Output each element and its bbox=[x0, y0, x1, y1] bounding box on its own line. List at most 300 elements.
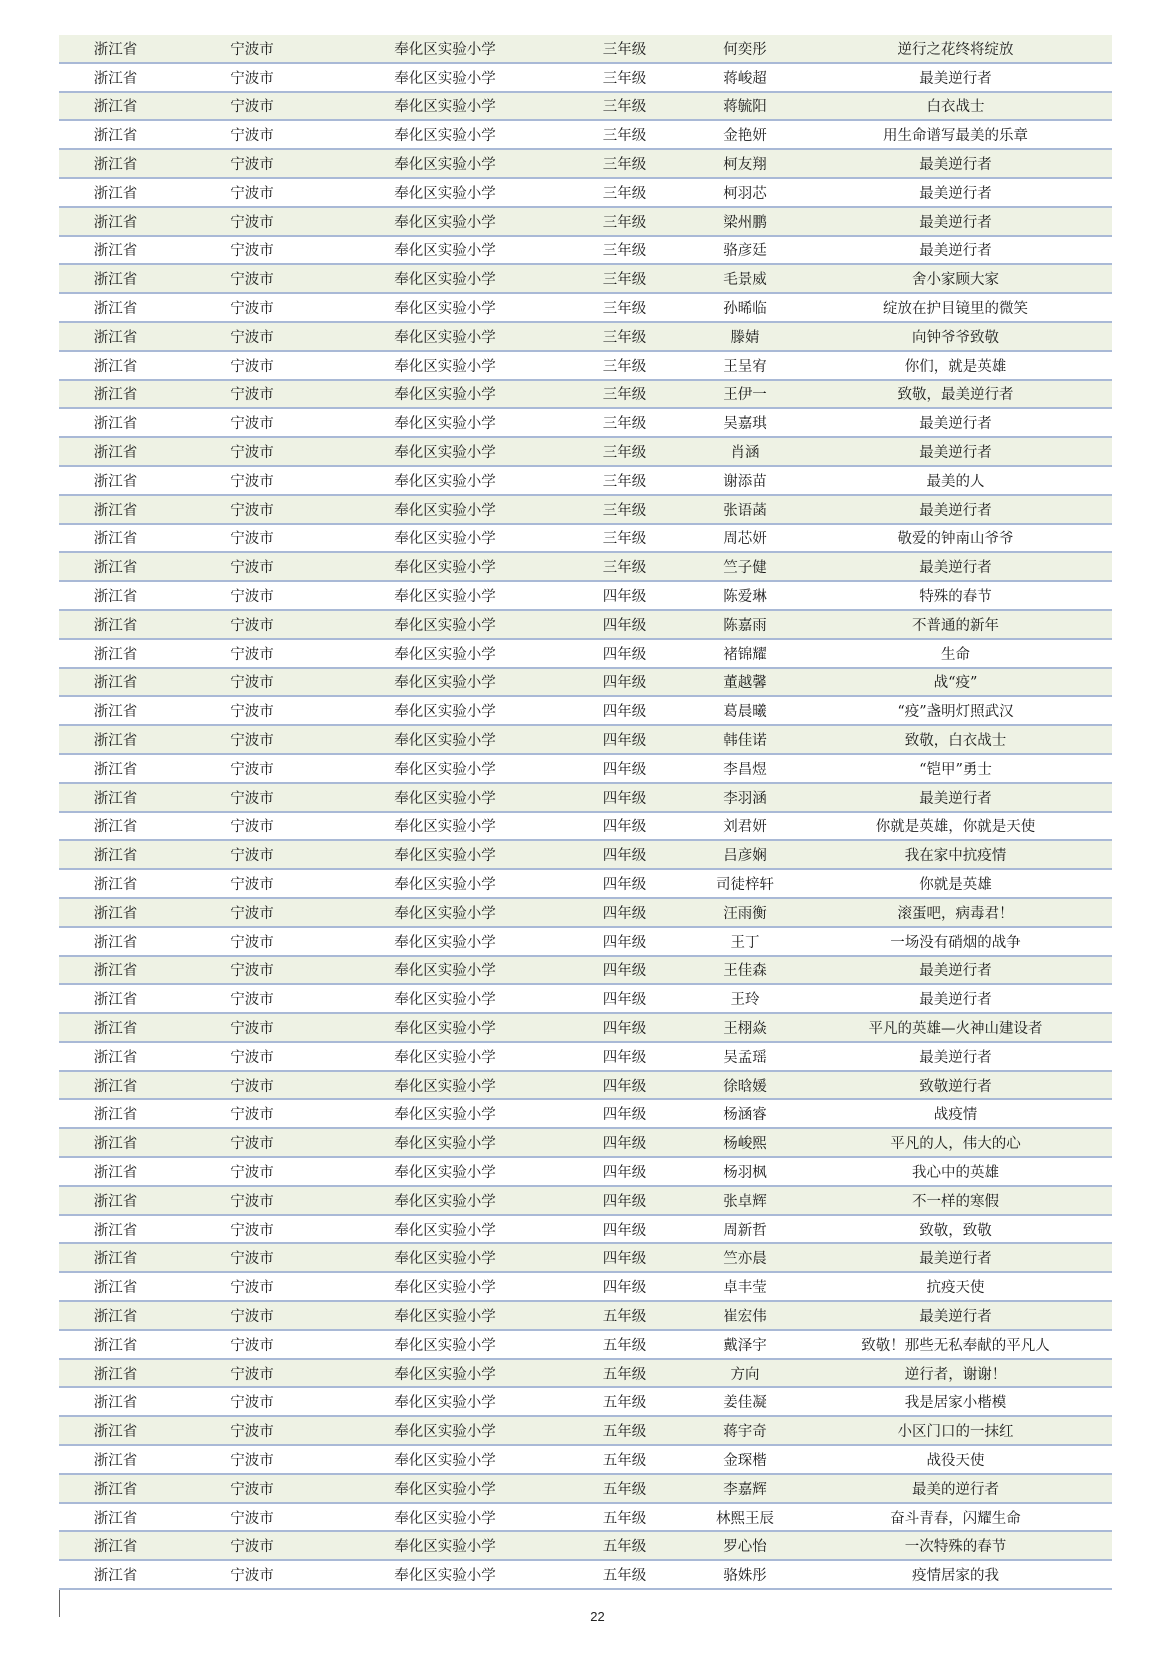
school-cell: 奉化区实验小学 bbox=[394, 157, 496, 174]
school-cell: 奉化区实验小学 bbox=[394, 1395, 496, 1412]
school-cell: 奉化区实验小学 bbox=[394, 1193, 496, 1210]
work-title-cell: 战疫情 bbox=[933, 1107, 978, 1124]
student-name-cell: 卓丰莹 bbox=[723, 1280, 767, 1297]
city-cell: 宁波市 bbox=[230, 502, 274, 519]
city-cell: 宁波市 bbox=[230, 531, 274, 548]
school-cell: 奉化区实验小学 bbox=[394, 646, 496, 663]
province-cell: 浙江省 bbox=[93, 877, 138, 893]
city-cell: 宁波市 bbox=[230, 1337, 274, 1354]
province-cell: 浙江省 bbox=[93, 473, 138, 490]
province-cell: 浙江省 bbox=[93, 99, 138, 116]
grade-cell: 三年级 bbox=[602, 416, 647, 433]
grade-cell: 四年级 bbox=[602, 790, 647, 807]
grade-cell: 三年级 bbox=[602, 214, 647, 231]
city-cell: 宁波市 bbox=[230, 617, 274, 634]
work-title-cell: 最美逆行者 bbox=[919, 992, 992, 1009]
student-name-cell: 李昌煜 bbox=[723, 761, 767, 778]
city-cell: 宁波市 bbox=[230, 272, 274, 289]
city-cell: 宁波市 bbox=[230, 1308, 274, 1325]
province-cell: 浙江省 bbox=[93, 704, 138, 721]
work-title-cell: 最美逆行者 bbox=[919, 1251, 992, 1268]
province-cell: 浙江省 bbox=[93, 1078, 138, 1095]
table-row bbox=[59, 1072, 1112, 1101]
grade-cell: 三年级 bbox=[602, 473, 647, 490]
city-cell: 宁波市 bbox=[230, 1395, 274, 1412]
city-cell: 宁波市 bbox=[230, 243, 274, 260]
province-cell: 浙江省 bbox=[93, 1568, 138, 1585]
school-cell: 奉化区实验小学 bbox=[394, 790, 496, 807]
school-cell: 奉化区实验小学 bbox=[394, 848, 496, 865]
school-cell: 奉化区实验小学 bbox=[394, 1107, 496, 1124]
province-cell: 浙江省 bbox=[93, 329, 138, 346]
grade-cell: 三年级 bbox=[602, 531, 647, 548]
province-cell: 浙江省 bbox=[93, 1395, 138, 1412]
province-cell: 浙江省 bbox=[93, 387, 138, 404]
table-row bbox=[59, 150, 1112, 179]
student-name-cell: 董越馨 bbox=[723, 675, 767, 692]
grade-cell: 三年级 bbox=[602, 157, 647, 174]
grade-cell: 五年级 bbox=[602, 1395, 647, 1412]
work-title-cell: 最美逆行者 bbox=[919, 243, 992, 260]
student-name-cell: 柯友翔 bbox=[723, 157, 767, 174]
student-name-cell: 李嘉辉 bbox=[723, 1481, 767, 1498]
province-cell: 浙江省 bbox=[93, 761, 138, 778]
province-cell: 浙江省 bbox=[93, 272, 138, 289]
province-cell: 浙江省 bbox=[93, 70, 138, 87]
grade-cell: 四年级 bbox=[602, 877, 647, 893]
grade-cell: 三年级 bbox=[602, 99, 647, 116]
city-cell: 宁波市 bbox=[230, 1193, 274, 1210]
city-cell: 宁波市 bbox=[230, 445, 274, 462]
school-cell: 奉化区实验小学 bbox=[394, 387, 496, 404]
school-cell: 奉化区实验小学 bbox=[394, 358, 496, 375]
table-row bbox=[59, 784, 1112, 813]
table-row bbox=[59, 611, 1112, 640]
city-cell: 宁波市 bbox=[230, 560, 274, 577]
province-cell: 浙江省 bbox=[93, 1193, 138, 1210]
table-row bbox=[59, 35, 1112, 64]
student-name-cell: 戴泽宇 bbox=[723, 1337, 767, 1354]
city-cell: 宁波市 bbox=[230, 1452, 274, 1469]
work-title-cell: 最美逆行者 bbox=[919, 157, 992, 174]
grade-cell: 四年级 bbox=[602, 1164, 647, 1181]
province-cell: 浙江省 bbox=[93, 128, 138, 145]
city-cell: 宁波市 bbox=[230, 41, 274, 58]
table-row bbox=[59, 582, 1112, 611]
table-row bbox=[59, 870, 1112, 899]
city-cell: 宁波市 bbox=[230, 128, 274, 145]
school-cell: 奉化区实验小学 bbox=[394, 560, 496, 577]
province-cell: 浙江省 bbox=[93, 1049, 138, 1066]
grade-cell: 三年级 bbox=[602, 301, 647, 318]
work-title-cell: 你就是英雄，你就是天使 bbox=[875, 819, 1036, 836]
school-cell: 奉化区实验小学 bbox=[394, 675, 496, 692]
city-cell: 宁波市 bbox=[230, 1366, 274, 1383]
work-title-cell: 你们，就是英雄 bbox=[904, 358, 1007, 375]
student-name-cell: 罗心怡 bbox=[723, 1539, 767, 1556]
student-name-cell: 骆姝彤 bbox=[723, 1568, 767, 1585]
work-title-cell: 一场没有硝烟的战争 bbox=[890, 934, 1021, 951]
grade-cell: 三年级 bbox=[602, 128, 647, 145]
table-row bbox=[59, 1446, 1112, 1475]
work-title-cell: “铠甲”勇士 bbox=[919, 761, 992, 778]
table-row bbox=[59, 179, 1112, 208]
student-name-cell: 张卓辉 bbox=[723, 1193, 767, 1210]
province-cell: 浙江省 bbox=[93, 445, 138, 462]
table-row bbox=[59, 265, 1112, 294]
work-title-cell: 特殊的春节 bbox=[919, 589, 992, 606]
grade-cell: 五年级 bbox=[602, 1539, 647, 1556]
school-cell: 奉化区实验小学 bbox=[394, 819, 496, 836]
student-name-cell: 滕婧 bbox=[730, 329, 760, 346]
grade-cell: 四年级 bbox=[602, 819, 647, 836]
student-name-cell: 吴嘉琪 bbox=[723, 416, 767, 433]
city-cell: 宁波市 bbox=[230, 1539, 274, 1556]
work-title-cell: 用生命谱写最美的乐章 bbox=[883, 128, 1028, 145]
school-cell: 奉化区实验小学 bbox=[394, 1337, 496, 1354]
student-name-cell: 王玲 bbox=[730, 992, 760, 1009]
school-cell: 奉化区实验小学 bbox=[394, 733, 496, 750]
student-name-cell: 徐晗媛 bbox=[723, 1078, 767, 1095]
school-cell: 奉化区实验小学 bbox=[394, 531, 496, 548]
school-cell: 奉化区实验小学 bbox=[394, 1049, 496, 1066]
work-title-cell: 敬爱的钟南山爷爷 bbox=[897, 531, 1014, 548]
work-title-cell: 最美逆行者 bbox=[919, 70, 992, 87]
table-row bbox=[59, 669, 1112, 698]
city-cell: 宁波市 bbox=[230, 704, 274, 721]
table-row bbox=[59, 726, 1112, 755]
grade-cell: 三年级 bbox=[602, 358, 647, 375]
work-title-cell: 致敬逆行者 bbox=[919, 1078, 992, 1095]
grade-cell: 四年级 bbox=[602, 1280, 647, 1297]
student-name-cell: 孙晞临 bbox=[723, 301, 767, 318]
work-title-cell: “疫”盏明灯照武汉 bbox=[897, 704, 1014, 721]
grade-cell: 四年级 bbox=[602, 934, 647, 951]
school-cell: 奉化区实验小学 bbox=[394, 905, 496, 922]
student-name-cell: 方向 bbox=[730, 1366, 760, 1383]
grade-cell: 四年级 bbox=[602, 733, 647, 750]
province-cell: 浙江省 bbox=[93, 301, 138, 318]
school-cell: 奉化区实验小学 bbox=[394, 617, 496, 634]
grade-cell: 三年级 bbox=[602, 445, 647, 462]
grade-cell: 五年级 bbox=[602, 1481, 647, 1498]
city-cell: 宁波市 bbox=[230, 819, 274, 836]
table-row bbox=[59, 121, 1112, 150]
grade-cell: 五年级 bbox=[602, 1510, 647, 1527]
work-title-cell: 最美的人 bbox=[926, 473, 985, 490]
school-cell: 奉化区实验小学 bbox=[394, 877, 496, 893]
work-title-cell: 不一样的寒假 bbox=[912, 1193, 999, 1210]
student-name-cell: 何奕彤 bbox=[723, 41, 767, 58]
province-cell: 浙江省 bbox=[93, 1452, 138, 1469]
city-cell: 宁波市 bbox=[230, 589, 274, 606]
grade-cell: 五年级 bbox=[602, 1366, 647, 1383]
school-cell: 奉化区实验小学 bbox=[394, 301, 496, 318]
school-cell: 奉化区实验小学 bbox=[394, 589, 496, 606]
city-cell: 宁波市 bbox=[230, 1568, 274, 1585]
student-name-cell: 竺亦晨 bbox=[723, 1251, 767, 1268]
table-row bbox=[59, 841, 1112, 870]
student-name-cell: 陈嘉雨 bbox=[723, 617, 767, 634]
grade-cell: 四年级 bbox=[602, 646, 647, 663]
school-cell: 奉化区实验小学 bbox=[394, 934, 496, 951]
student-name-cell: 周新哲 bbox=[723, 1222, 767, 1239]
student-name-cell: 吕彦娴 bbox=[723, 848, 767, 865]
table-row bbox=[59, 957, 1112, 986]
school-cell: 奉化区实验小学 bbox=[394, 1481, 496, 1498]
work-title-cell: 小区门口的一抹红 bbox=[897, 1424, 1014, 1441]
grade-cell: 四年级 bbox=[602, 617, 647, 634]
student-name-cell: 梁州鹏 bbox=[723, 214, 767, 231]
grade-cell: 三年级 bbox=[602, 560, 647, 577]
city-cell: 宁波市 bbox=[230, 1280, 274, 1297]
student-name-cell: 褚锦耀 bbox=[723, 646, 767, 663]
province-cell: 浙江省 bbox=[93, 1539, 138, 1556]
province-cell: 浙江省 bbox=[93, 1337, 138, 1354]
province-cell: 浙江省 bbox=[93, 790, 138, 807]
school-cell: 奉化区实验小学 bbox=[394, 41, 496, 58]
city-cell: 宁波市 bbox=[230, 1020, 274, 1037]
table-row bbox=[59, 813, 1112, 842]
city-cell: 宁波市 bbox=[230, 1049, 274, 1066]
work-title-cell: 最美的逆行者 bbox=[912, 1481, 999, 1498]
student-name-cell: 毛景威 bbox=[723, 272, 767, 289]
city-cell: 宁波市 bbox=[230, 157, 274, 174]
province-cell: 浙江省 bbox=[93, 416, 138, 433]
table-row bbox=[59, 899, 1112, 928]
student-name-cell: 王佳森 bbox=[723, 963, 767, 980]
province-cell: 浙江省 bbox=[93, 1424, 138, 1441]
school-cell: 奉化区实验小学 bbox=[394, 473, 496, 490]
student-name-cell: 骆彦廷 bbox=[723, 243, 767, 260]
city-cell: 宁波市 bbox=[230, 934, 274, 951]
work-title-cell: 一次特殊的春节 bbox=[904, 1539, 1007, 1556]
province-cell: 浙江省 bbox=[93, 646, 138, 663]
table-row bbox=[59, 438, 1112, 467]
work-title-cell: 战役天使 bbox=[926, 1452, 985, 1469]
school-cell: 奉化区实验小学 bbox=[394, 1251, 496, 1268]
work-title-cell: 白衣战士 bbox=[926, 99, 985, 116]
student-name-cell: 姜佳凝 bbox=[723, 1395, 767, 1412]
student-name-cell: 吴孟瑶 bbox=[723, 1049, 767, 1066]
grade-cell: 四年级 bbox=[602, 992, 647, 1009]
table-row bbox=[59, 1129, 1112, 1158]
work-title-cell: 不普通的新年 bbox=[912, 617, 999, 634]
grade-cell: 四年级 bbox=[602, 1107, 647, 1124]
student-name-cell: 谢添苗 bbox=[723, 473, 767, 490]
work-title-cell: 战“疫” bbox=[933, 675, 978, 692]
work-title-cell: 致敬，白衣战士 bbox=[904, 733, 1007, 750]
city-cell: 宁波市 bbox=[230, 1424, 274, 1441]
table-row bbox=[59, 1273, 1112, 1302]
grade-cell: 三年级 bbox=[602, 185, 647, 202]
grade-cell: 四年级 bbox=[602, 848, 647, 865]
province-cell: 浙江省 bbox=[93, 157, 138, 174]
city-cell: 宁波市 bbox=[230, 646, 274, 663]
province-cell: 浙江省 bbox=[93, 1280, 138, 1297]
table-row bbox=[59, 93, 1112, 122]
school-cell: 奉化区实验小学 bbox=[394, 1424, 496, 1441]
grade-cell: 三年级 bbox=[602, 41, 647, 58]
city-cell: 宁波市 bbox=[230, 1164, 274, 1181]
grade-cell: 四年级 bbox=[602, 1078, 647, 1095]
school-cell: 奉化区实验小学 bbox=[394, 1568, 496, 1585]
work-title-cell: 致敬，最美逆行者 bbox=[897, 387, 1014, 404]
province-cell: 浙江省 bbox=[93, 848, 138, 865]
grade-cell: 三年级 bbox=[602, 272, 647, 289]
table-row bbox=[59, 1360, 1112, 1389]
province-cell: 浙江省 bbox=[93, 675, 138, 692]
table-row bbox=[59, 1187, 1112, 1216]
work-title-cell: 最美逆行者 bbox=[919, 214, 992, 231]
city-cell: 宁波市 bbox=[230, 1222, 274, 1239]
student-name-cell: 司徒梓轩 bbox=[716, 877, 774, 893]
city-cell: 宁波市 bbox=[230, 1078, 274, 1095]
school-cell: 奉化区实验小学 bbox=[394, 1539, 496, 1556]
city-cell: 宁波市 bbox=[230, 905, 274, 922]
city-cell: 宁波市 bbox=[230, 1481, 274, 1498]
student-name-cell: 柯羽芯 bbox=[723, 185, 767, 202]
province-cell: 浙江省 bbox=[93, 589, 138, 606]
province-cell: 浙江省 bbox=[93, 502, 138, 519]
grade-cell: 三年级 bbox=[602, 243, 647, 260]
work-title-cell: 逆行之花终将绽放 bbox=[897, 41, 1014, 58]
awards-table bbox=[59, 35, 1112, 1590]
work-title-cell: 生命 bbox=[941, 646, 970, 663]
grade-cell: 四年级 bbox=[602, 963, 647, 980]
student-name-cell: 杨涵睿 bbox=[723, 1107, 767, 1124]
work-title-cell: 最美逆行者 bbox=[919, 502, 992, 519]
student-name-cell: 王伊一 bbox=[723, 387, 767, 404]
province-cell: 浙江省 bbox=[93, 1481, 138, 1498]
school-cell: 奉化区实验小学 bbox=[394, 1136, 496, 1153]
school-cell: 奉化区实验小学 bbox=[394, 243, 496, 260]
city-cell: 宁波市 bbox=[230, 963, 274, 980]
table-row bbox=[59, 64, 1112, 93]
school-cell: 奉化区实验小学 bbox=[394, 992, 496, 1009]
student-name-cell: 陈爱琳 bbox=[723, 589, 767, 606]
school-cell: 奉化区实验小学 bbox=[394, 128, 496, 145]
province-cell: 浙江省 bbox=[93, 819, 138, 836]
work-title-cell: 我心中的英雄 bbox=[912, 1164, 999, 1181]
work-title-cell: 滚蛋吧，病毒君！ bbox=[897, 905, 1014, 922]
city-cell: 宁波市 bbox=[230, 848, 274, 865]
student-name-cell: 周芯妍 bbox=[723, 531, 767, 548]
grade-cell: 四年级 bbox=[602, 675, 647, 692]
school-cell: 奉化区实验小学 bbox=[394, 272, 496, 289]
student-name-cell: 王呈宥 bbox=[723, 358, 767, 375]
grade-cell: 四年级 bbox=[602, 1222, 647, 1239]
city-cell: 宁波市 bbox=[230, 301, 274, 318]
school-cell: 奉化区实验小学 bbox=[394, 1366, 496, 1383]
table-row bbox=[59, 294, 1112, 323]
grade-cell: 四年级 bbox=[602, 589, 647, 606]
student-name-cell: 蒋峻超 bbox=[723, 70, 767, 87]
grade-cell: 四年级 bbox=[602, 905, 647, 922]
grade-cell: 五年级 bbox=[602, 1308, 647, 1325]
school-cell: 奉化区实验小学 bbox=[394, 1452, 496, 1469]
school-cell: 奉化区实验小学 bbox=[394, 502, 496, 519]
student-name-cell: 韩佳诺 bbox=[723, 733, 767, 750]
school-cell: 奉化区实验小学 bbox=[394, 329, 496, 346]
city-cell: 宁波市 bbox=[230, 99, 274, 116]
school-cell: 奉化区实验小学 bbox=[394, 70, 496, 87]
student-name-cell: 刘君妍 bbox=[723, 819, 767, 836]
province-cell: 浙江省 bbox=[93, 963, 138, 980]
table-row bbox=[59, 928, 1112, 957]
city-cell: 宁波市 bbox=[230, 675, 274, 692]
grade-cell: 三年级 bbox=[602, 329, 647, 346]
province-cell: 浙江省 bbox=[93, 41, 138, 58]
work-title-cell: 你就是英雄 bbox=[919, 877, 992, 893]
student-name-cell: 金琛楷 bbox=[723, 1452, 767, 1469]
student-name-cell: 葛晨曦 bbox=[723, 704, 767, 721]
province-cell: 浙江省 bbox=[93, 1136, 138, 1153]
table-row bbox=[59, 409, 1112, 438]
table-row bbox=[59, 496, 1112, 525]
city-cell: 宁波市 bbox=[230, 1136, 274, 1153]
work-title-cell: 最美逆行者 bbox=[919, 445, 992, 462]
work-title-cell: 平凡的人，伟大的心 bbox=[890, 1136, 1021, 1153]
school-cell: 奉化区实验小学 bbox=[394, 99, 496, 116]
grade-cell: 四年级 bbox=[602, 1049, 647, 1066]
work-title-cell: 舍小家顾大家 bbox=[912, 272, 999, 289]
city-cell: 宁波市 bbox=[230, 70, 274, 87]
student-name-cell: 蒋毓阳 bbox=[723, 99, 767, 116]
school-cell: 奉化区实验小学 bbox=[394, 445, 496, 462]
table-row bbox=[59, 1417, 1112, 1446]
table-row bbox=[59, 525, 1112, 554]
work-title-cell: 疫情居家的我 bbox=[912, 1568, 999, 1585]
table-row bbox=[59, 1244, 1112, 1273]
grade-cell: 五年级 bbox=[602, 1452, 647, 1469]
table-row bbox=[59, 1302, 1112, 1331]
table-row bbox=[59, 1475, 1112, 1504]
school-cell: 奉化区实验小学 bbox=[394, 1308, 496, 1325]
grade-cell: 三年级 bbox=[602, 502, 647, 519]
grade-cell: 五年级 bbox=[602, 1337, 647, 1354]
table-row bbox=[59, 237, 1112, 266]
table-row bbox=[59, 381, 1112, 410]
city-cell: 宁波市 bbox=[230, 214, 274, 231]
city-cell: 宁波市 bbox=[230, 877, 274, 893]
school-cell: 奉化区实验小学 bbox=[394, 704, 496, 721]
city-cell: 宁波市 bbox=[230, 1251, 274, 1268]
page-number: 22 bbox=[590, 1609, 605, 1624]
province-cell: 浙江省 bbox=[93, 214, 138, 231]
table-row bbox=[59, 1043, 1112, 1072]
school-cell: 奉化区实验小学 bbox=[394, 1510, 496, 1527]
table-row bbox=[59, 1158, 1112, 1187]
grade-cell: 三年级 bbox=[602, 387, 647, 404]
grade-cell: 五年级 bbox=[602, 1424, 647, 1441]
grade-cell: 四年级 bbox=[602, 1193, 647, 1210]
work-title-cell: 向钟爷爷致敬 bbox=[912, 329, 999, 346]
province-cell: 浙江省 bbox=[93, 560, 138, 577]
student-name-cell: 王丁 bbox=[730, 934, 760, 951]
table-row bbox=[59, 323, 1112, 352]
grade-cell: 四年级 bbox=[602, 704, 647, 721]
table-row bbox=[59, 553, 1112, 582]
city-cell: 宁波市 bbox=[230, 358, 274, 375]
province-cell: 浙江省 bbox=[93, 1222, 138, 1239]
grade-cell: 四年级 bbox=[602, 1136, 647, 1153]
city-cell: 宁波市 bbox=[230, 761, 274, 778]
province-cell: 浙江省 bbox=[93, 992, 138, 1009]
table-row bbox=[59, 1100, 1112, 1129]
city-cell: 宁波市 bbox=[230, 329, 274, 346]
province-cell: 浙江省 bbox=[93, 1366, 138, 1383]
